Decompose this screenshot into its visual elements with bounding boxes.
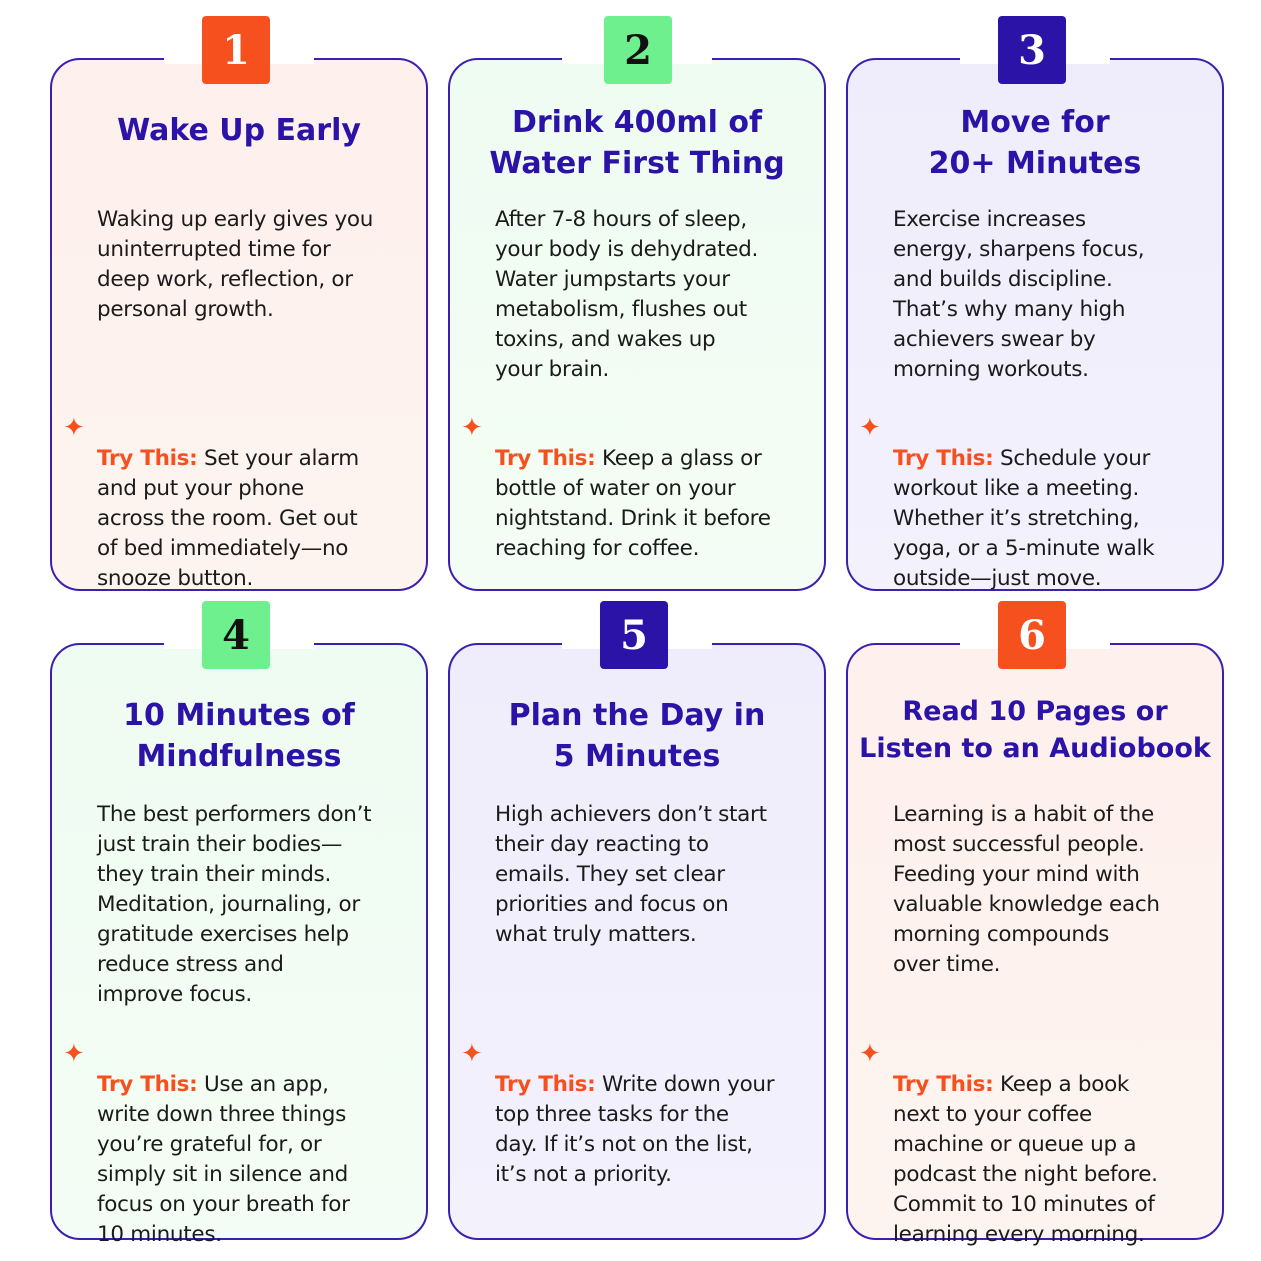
try-this-tip [63,413,410,594]
card-description: Waking up early gives you uninterrupted time for deep work, reflection, or personal growth. [97,207,374,322]
card-description: Learning is a habit of the most successful people. Feeding your mind with valuable knowledge each morning compounds over time. [893,802,1160,977]
try-this-label: Try This: [495,1072,596,1097]
four-point-star-icon: ✦ [63,413,85,443]
card-description: After 7-8 hours of sleep, your body is dehydrated. Water jumpstarts your metabolism, flushes out toxins, and wakes up your brain. [495,207,759,382]
habit-card-4 [50,611,428,1247]
tip-text: Write down your top three tasks for the day. If it’s not on the list, it’s not a priority. [495,1072,775,1187]
card-title: Plan the Day in 5 Minutes [508,698,766,774]
step-number-badge: 6 [998,601,1066,669]
step-number-badge: 2 [604,16,672,84]
tip-text: Keep a book next to your coffee machine or queue up a podcast the night before. Commit to 10 minutes of learning every morning. [893,1072,1158,1247]
try-this-label: Try This: [97,1072,198,1097]
habit-card-5 [448,611,826,1240]
step-number-badge: 3 [998,16,1066,84]
tip-text: Schedule your workout like a meeting. Whether it’s stretching, yoga, or a 5-minute walk outside—just move. [893,446,1155,591]
habit-card-1 [50,26,428,591]
try-this-tip [859,413,1206,594]
try-this-label: Try This: [495,446,596,471]
card-title: Move for 20+ Minutes [928,105,1142,181]
step-number-badge: 1 [202,16,270,84]
four-point-star-icon: ✦ [63,1039,85,1069]
habit-card-3 [846,26,1224,591]
tip-text: Use an app, write down three things you’re grateful for, or simply sit in silence and focus on your breath for 10 minutes. [97,1072,350,1247]
step-number-badge: 5 [600,601,668,669]
tip-text: Set your alarm and put your phone across the room. Get out of bed immediately—no snooze button. [97,446,359,591]
try-this-label: Try This: [893,446,994,471]
try-this-tip [63,1039,410,1250]
four-point-star-icon: ✦ [461,1039,483,1069]
try-this-label: Try This: [893,1072,994,1097]
card-title: Drink 400ml of Water First Thing [489,105,785,181]
card-description: The best performers don’t just train their bodies— they train their minds. Meditation, journaling, or gratitude exercises help reduce stress and improve focus. [97,802,372,1007]
card-description: High achievers don’t start their day reacting to emails. They set clear priorities and focus on what truly matters. [495,802,767,947]
try-this-tip [461,413,808,564]
four-point-star-icon: ✦ [859,1039,881,1069]
tip-text: Keep a glass or bottle of water on your nightstand. Drink it before reaching for coffee. [495,446,771,561]
card-title: Read 10 Pages or Listen to an Audiobook [859,696,1211,764]
four-point-star-icon: ✦ [859,413,881,443]
step-number-badge: 4 [202,601,270,669]
four-point-star-icon: ✦ [461,413,483,443]
card-description: Exercise increases energy, sharpens focus, and builds discipline. That’s why many high achievers swear by morning workouts. [893,207,1145,382]
try-this-tip [461,1039,808,1190]
card-title: 10 Minutes of Mindfulness [123,698,355,774]
try-this-tip [859,1039,1206,1250]
card-title: Wake Up Early [117,113,361,148]
habit-card-6 [846,611,1224,1247]
try-this-label: Try This: [97,446,198,471]
habit-card-2 [448,26,826,591]
